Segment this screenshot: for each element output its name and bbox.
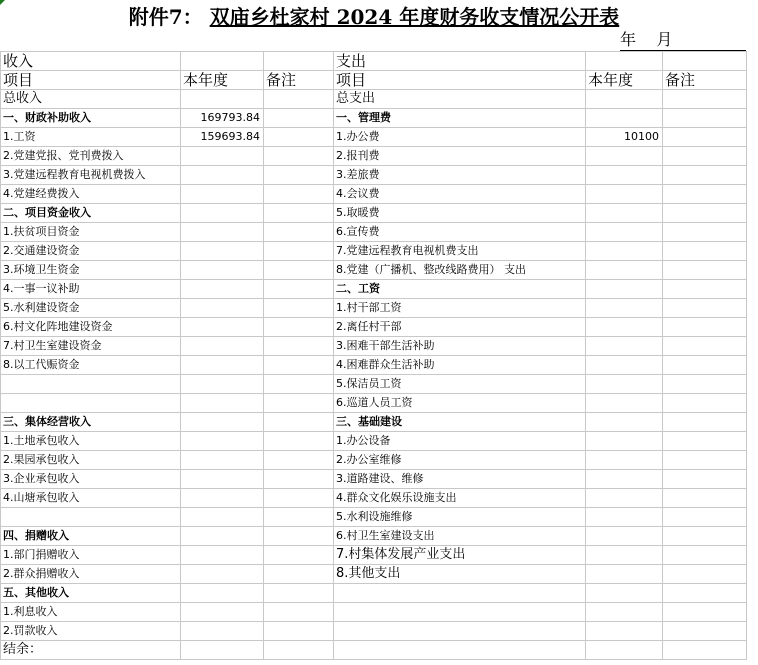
expense-note-cell[interactable]	[663, 565, 747, 584]
table-row	[1, 527, 747, 546]
table-row	[1, 223, 747, 242]
income-item-cell[interactable]: 4.一事一议补助	[1, 280, 181, 299]
expense-item-cell[interactable]	[334, 603, 586, 622]
table-row	[1, 299, 747, 318]
col-item-right[interactable]: 项目	[334, 71, 586, 90]
expense-item-cell[interactable]: 8.其他支出	[334, 565, 586, 584]
income-item-cell[interactable]	[1, 375, 181, 394]
expense-note-cell[interactable]	[663, 432, 747, 451]
table-row	[1, 375, 747, 394]
table-row	[1, 470, 747, 489]
expense-amount-cell[interactable]	[586, 527, 663, 546]
expense-note-cell[interactable]	[663, 185, 747, 204]
income-item-cell[interactable]: 6.村文化阵地建设资金	[1, 318, 181, 337]
balance-row	[1, 641, 747, 660]
income-note-cell[interactable]	[264, 546, 334, 565]
income-note-cell[interactable]	[264, 527, 334, 546]
expense-amount-cell[interactable]	[586, 318, 663, 337]
cell[interactable]	[334, 641, 586, 660]
income-item-cell[interactable]: 1.土地承包收入	[1, 432, 181, 451]
income-amount-cell[interactable]	[181, 470, 264, 489]
income-note-cell[interactable]	[264, 394, 334, 413]
income-item-cell[interactable]	[1, 394, 181, 413]
expense-amount-cell[interactable]	[586, 451, 663, 470]
expense-note-cell[interactable]	[663, 128, 747, 147]
expense-note-cell[interactable]	[663, 356, 747, 375]
col-year-right[interactable]: 本年度	[586, 71, 663, 90]
income-note-cell[interactable]	[264, 261, 334, 280]
table-row	[1, 280, 747, 299]
col-note-right[interactable]: 备注	[663, 71, 747, 90]
expense-note-cell[interactable]	[663, 603, 747, 622]
table-row	[1, 90, 747, 109]
income-item-cell[interactable]: 3.环境卫生资金	[1, 261, 181, 280]
expense-amount-cell[interactable]	[586, 223, 663, 242]
income-item-cell[interactable]: 2.罚款收入	[1, 622, 181, 641]
expense-note-cell[interactable]	[663, 451, 747, 470]
expense-amount-cell[interactable]	[586, 109, 663, 128]
income-note-cell[interactable]	[264, 375, 334, 394]
expense-item-cell[interactable]: 1.村干部工资	[334, 299, 586, 318]
income-amount-cell[interactable]	[181, 204, 264, 223]
expense-item-cell[interactable]: 2.报刊费	[334, 147, 586, 166]
expense-amount-cell[interactable]	[586, 337, 663, 356]
expense-note-cell[interactable]	[663, 375, 747, 394]
income-item-cell[interactable]: 1.工资	[1, 128, 181, 147]
expense-amount-cell[interactable]	[586, 432, 663, 451]
expense-item-cell[interactable]: 3.困难干部生活补助	[334, 337, 586, 356]
expense-amount-cell[interactable]	[586, 508, 663, 527]
table-row	[1, 489, 747, 508]
cell[interactable]	[663, 52, 747, 71]
cell[interactable]	[181, 641, 264, 660]
expense-item-cell[interactable]: 2.办公室维修	[334, 451, 586, 470]
income-amount-cell[interactable]	[181, 147, 264, 166]
cell[interactable]	[264, 52, 334, 71]
income-note-cell[interactable]	[264, 299, 334, 318]
expense-item-cell[interactable]: 6.村卫生室建设支出	[334, 527, 586, 546]
income-item-cell[interactable]: 三、集体经营收入	[1, 413, 181, 432]
expense-amount-cell[interactable]	[586, 470, 663, 489]
title-prefix: 附件7：	[128, 5, 203, 29]
income-amount-cell[interactable]	[181, 299, 264, 318]
col-year-left[interactable]: 本年度	[181, 71, 264, 90]
income-note-cell[interactable]	[264, 603, 334, 622]
expense-note-cell[interactable]	[663, 470, 747, 489]
table-row	[1, 185, 747, 204]
title-main: 双庙乡杜家村 2024 年度财务收支情况公开表	[209, 5, 620, 29]
table-row	[1, 451, 747, 470]
income-amount-cell[interactable]	[181, 185, 264, 204]
col-item-left[interactable]: 项目	[1, 71, 181, 90]
expense-item-cell[interactable]: 5.保洁员工资	[334, 375, 586, 394]
income-item-cell[interactable]: 4.山塘承包收入	[1, 489, 181, 508]
expense-item-cell[interactable]	[334, 584, 586, 603]
income-note-cell[interactable]	[264, 318, 334, 337]
cell[interactable]	[586, 641, 663, 660]
expense-item-cell[interactable]: 5.水利设施维修	[334, 508, 586, 527]
date-line: 年 月	[620, 30, 746, 51]
expense-item-cell[interactable]: 三、基础建设	[334, 413, 586, 432]
table-row	[1, 318, 747, 337]
income-note-cell[interactable]	[264, 432, 334, 451]
income-amount-cell[interactable]	[181, 584, 264, 603]
income-item-cell[interactable]: 7.村卫生室建设资金	[1, 337, 181, 356]
income-item-cell[interactable]: 2.果园承包收入	[1, 451, 181, 470]
income-item-cell[interactable]: 四、捐赠收入	[1, 527, 181, 546]
income-note-cell[interactable]	[264, 584, 334, 603]
expense-amount-cell[interactable]	[586, 413, 663, 432]
expense-item-cell[interactable]: 4.会议费	[334, 185, 586, 204]
expense-amount-cell[interactable]	[586, 242, 663, 261]
section-row	[1, 52, 747, 71]
income-note-cell[interactable]	[264, 280, 334, 299]
expense-item-cell[interactable]: 7.党建远程教育电视机费支出	[334, 242, 586, 261]
income-note-cell[interactable]	[264, 185, 334, 204]
expense-amount-cell[interactable]	[586, 204, 663, 223]
income-amount-cell[interactable]	[181, 223, 264, 242]
expense-amount-cell[interactable]	[586, 584, 663, 603]
income-amount-cell[interactable]	[181, 413, 264, 432]
income-amount-cell[interactable]: 169793.84	[181, 109, 264, 128]
expense-amount-cell[interactable]	[586, 166, 663, 185]
income-note-cell[interactable]	[264, 489, 334, 508]
table-row	[1, 166, 747, 185]
table-row	[1, 603, 747, 622]
income-note-cell[interactable]	[264, 223, 334, 242]
section-expense[interactable]: 支出	[334, 52, 586, 71]
income-amount-cell[interactable]: 159693.84	[181, 128, 264, 147]
expense-note-cell[interactable]	[663, 166, 747, 185]
expense-note-cell[interactable]	[663, 527, 747, 546]
income-item-cell[interactable]: 一、财政补助收入	[1, 109, 181, 128]
table-row	[1, 584, 747, 603]
expense-amount-cell[interactable]	[586, 565, 663, 584]
table-row	[1, 508, 747, 527]
income-note-cell[interactable]	[264, 470, 334, 489]
expense-amount-cell[interactable]	[586, 356, 663, 375]
cell[interactable]	[181, 52, 264, 71]
table-row	[1, 356, 747, 375]
expense-note-cell[interactable]	[663, 318, 747, 337]
expense-item-cell[interactable]: 3.道路建设、维修	[334, 470, 586, 489]
income-note-cell[interactable]	[264, 147, 334, 166]
expense-item-cell[interactable]: 一、管理费	[334, 109, 586, 128]
expense-note-cell[interactable]	[663, 223, 747, 242]
income-item-cell[interactable]: 3.党建远程教育电视机费拨入	[1, 166, 181, 185]
income-note-cell[interactable]	[264, 128, 334, 147]
col-note-left[interactable]: 备注	[264, 71, 334, 90]
expense-amount-cell[interactable]	[586, 299, 663, 318]
income-item-cell[interactable]: 五、其他收入	[1, 584, 181, 603]
income-amount-cell[interactable]	[181, 394, 264, 413]
income-amount-cell[interactable]	[181, 603, 264, 622]
income-item-cell[interactable]: 2.交通建设资金	[1, 242, 181, 261]
expense-item-cell[interactable]: 3.差旅费	[334, 166, 586, 185]
expense-amount-cell[interactable]	[586, 489, 663, 508]
expense-amount-cell[interactable]	[586, 90, 663, 109]
cell[interactable]	[663, 641, 747, 660]
table-row	[1, 413, 747, 432]
income-note-cell[interactable]	[264, 565, 334, 584]
income-amount-cell[interactable]	[181, 318, 264, 337]
expense-item-cell[interactable]: 1.办公费	[334, 128, 586, 147]
income-note-cell[interactable]	[264, 622, 334, 641]
income-amount-cell[interactable]	[181, 508, 264, 527]
income-item-cell[interactable]: 总收入	[1, 90, 181, 109]
expense-note-cell[interactable]	[663, 109, 747, 128]
expense-note-cell[interactable]	[663, 280, 747, 299]
income-amount-cell[interactable]	[181, 375, 264, 394]
section-income[interactable]: 收入	[1, 52, 181, 71]
income-item-cell[interactable]: 1.部门捐赠收入	[1, 546, 181, 565]
expense-item-cell[interactable]: 1.办公设备	[334, 432, 586, 451]
expense-note-cell[interactable]	[663, 584, 747, 603]
income-item-cell[interactable]: 2.群众捐赠收入	[1, 565, 181, 584]
column-header-row	[1, 71, 747, 90]
expense-item-cell[interactable]: 6.巡道人员工资	[334, 394, 586, 413]
income-note-cell[interactable]	[264, 413, 334, 432]
expense-note-cell[interactable]	[663, 261, 747, 280]
expense-amount-cell[interactable]	[586, 261, 663, 280]
expense-item-cell[interactable]	[334, 622, 586, 641]
expense-amount-cell[interactable]	[586, 280, 663, 299]
income-amount-cell[interactable]	[181, 166, 264, 185]
income-note-cell[interactable]	[264, 242, 334, 261]
income-item-cell[interactable]: 8.以工代赈资金	[1, 356, 181, 375]
income-item-cell[interactable]	[1, 508, 181, 527]
balance-label[interactable]: 结余：	[1, 641, 181, 660]
table-row	[1, 394, 747, 413]
expense-amount-cell[interactable]	[586, 394, 663, 413]
table-row	[1, 204, 747, 223]
expense-note-cell[interactable]	[663, 489, 747, 508]
income-note-cell[interactable]	[264, 166, 334, 185]
expense-item-cell[interactable]: 8.党建（广播机、整改线路费用） 支出	[334, 261, 586, 280]
finance-table	[0, 51, 747, 660]
table-row	[1, 546, 747, 565]
table-row	[1, 432, 747, 451]
expense-note-cell[interactable]	[663, 204, 747, 223]
income-note-cell[interactable]	[264, 356, 334, 375]
income-amount-cell[interactable]	[181, 261, 264, 280]
income-amount-cell[interactable]	[181, 337, 264, 356]
income-item-cell[interactable]: 4.党建经费拨入	[1, 185, 181, 204]
expense-note-cell[interactable]	[663, 242, 747, 261]
expense-amount-cell[interactable]	[586, 622, 663, 641]
income-item-cell[interactable]: 1.利息收入	[1, 603, 181, 622]
expense-note-cell[interactable]	[663, 413, 747, 432]
expense-note-cell[interactable]	[663, 147, 747, 166]
expense-item-cell[interactable]: 2.离任村干部	[334, 318, 586, 337]
cell[interactable]	[264, 641, 334, 660]
income-note-cell[interactable]	[264, 508, 334, 527]
expense-note-cell[interactable]	[663, 546, 747, 565]
expense-note-cell[interactable]	[663, 622, 747, 641]
expense-item-cell[interactable]: 总支出	[334, 90, 586, 109]
expense-note-cell[interactable]	[663, 90, 747, 109]
table-row	[1, 242, 747, 261]
table-row	[1, 622, 747, 641]
income-amount-cell[interactable]	[181, 546, 264, 565]
income-amount-cell[interactable]	[181, 242, 264, 261]
income-amount-cell[interactable]	[181, 280, 264, 299]
income-note-cell[interactable]	[264, 337, 334, 356]
table-row	[1, 337, 747, 356]
expense-amount-cell[interactable]	[586, 603, 663, 622]
income-amount-cell[interactable]	[181, 90, 264, 109]
expense-amount-cell[interactable]	[586, 375, 663, 394]
income-item-cell[interactable]: 二、项目资金收入	[1, 204, 181, 223]
income-amount-cell[interactable]	[181, 432, 264, 451]
expense-note-cell[interactable]	[663, 299, 747, 318]
income-item-cell[interactable]: 3.企业承包收入	[1, 470, 181, 489]
income-note-cell[interactable]	[264, 204, 334, 223]
table-row	[1, 565, 747, 584]
expense-amount-cell[interactable]	[586, 147, 663, 166]
income-item-cell[interactable]: 1.扶贫项目资金	[1, 223, 181, 242]
income-amount-cell[interactable]	[181, 622, 264, 641]
expense-item-cell[interactable]: 4.群众文化娱乐设施支出	[334, 489, 586, 508]
income-amount-cell[interactable]	[181, 489, 264, 508]
income-note-cell[interactable]	[264, 90, 334, 109]
expense-note-cell[interactable]	[663, 394, 747, 413]
expense-amount-cell[interactable]	[586, 546, 663, 565]
expense-item-cell[interactable]: 二、工资	[334, 280, 586, 299]
table-row	[1, 261, 747, 280]
table-row	[1, 147, 747, 166]
income-note-cell[interactable]	[264, 451, 334, 470]
income-note-cell[interactable]	[264, 109, 334, 128]
expense-item-cell[interactable]: 7.村集体发展产业支出	[334, 546, 586, 565]
income-amount-cell[interactable]	[181, 356, 264, 375]
expense-item-cell[interactable]: 4.困难群众生活补助	[334, 356, 586, 375]
cell[interactable]	[586, 52, 663, 71]
expense-amount-cell[interactable]: 10100	[586, 128, 663, 147]
income-item-cell[interactable]: 2.党建党报、党刊费拨入	[1, 147, 181, 166]
expense-amount-cell[interactable]	[586, 185, 663, 204]
page-title	[0, 2, 748, 32]
expense-item-cell[interactable]: 6.宣传费	[334, 223, 586, 242]
expense-note-cell[interactable]	[663, 337, 747, 356]
income-amount-cell[interactable]	[181, 527, 264, 546]
expense-item-cell[interactable]: 5.取暖费	[334, 204, 586, 223]
income-amount-cell[interactable]	[181, 451, 264, 470]
income-item-cell[interactable]: 5.水利建设资金	[1, 299, 181, 318]
income-amount-cell[interactable]	[181, 565, 264, 584]
table-row	[1, 128, 747, 147]
table-row	[1, 109, 747, 128]
expense-note-cell[interactable]	[663, 508, 747, 527]
